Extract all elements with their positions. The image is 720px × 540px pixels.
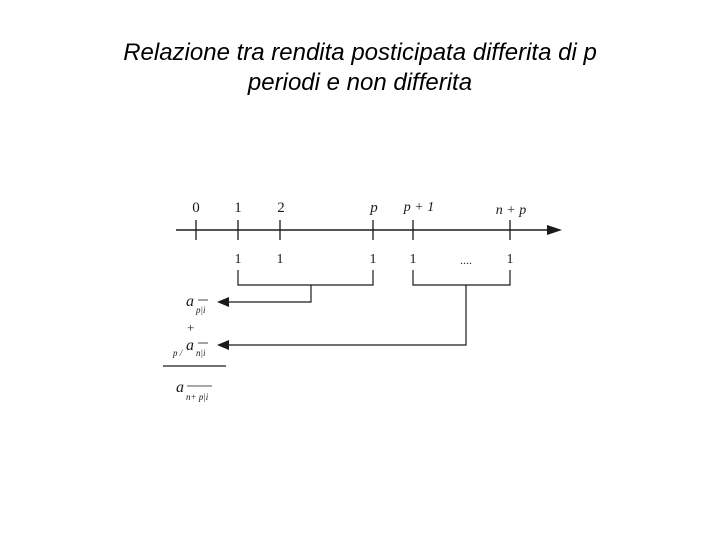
formula-term-1-symbol: a [186, 293, 194, 310]
tick-label-p: p [370, 200, 378, 216]
formula-term-1-subscript: p|i [196, 305, 206, 315]
formula-term-2 [172, 337, 208, 358]
formula-result [176, 379, 212, 402]
time-axis-arrowhead [547, 225, 562, 235]
title-line-1: Relazione tra rendita posticipata differita di p [123, 39, 597, 66]
tick-label-0: 0 [192, 200, 200, 216]
formula-result-subscript: n+ p|i [186, 392, 209, 402]
tick-label-p-plus-1: p + 1 [403, 200, 435, 215]
bracket-first-group [238, 270, 373, 285]
title-line-2: periodi e non differita [247, 69, 473, 96]
formula-plus: + [187, 320, 195, 335]
formula-result-symbol: a [176, 379, 184, 396]
payment-n-plus-p: 1 [506, 252, 514, 267]
formula-term-2-symbol: a [186, 337, 194, 354]
payment-1: 1 [234, 252, 242, 267]
arrowhead-second-group [217, 340, 229, 350]
payment-p-plus-1: 1 [409, 252, 417, 267]
tick-label-1: 1 [234, 200, 242, 216]
formula-term-1 [186, 293, 208, 315]
bracket-second-group [413, 270, 510, 285]
payment-p: 1 [369, 252, 377, 267]
arrow-line-second-group [228, 285, 466, 345]
arrowhead-first-group [217, 297, 229, 307]
formula-term-2-prefix: p / [173, 348, 183, 358]
formula-term-2-subscript: n|i [196, 348, 206, 358]
payment-2: 1 [276, 252, 284, 267]
payment-ellipsis: .... [460, 253, 472, 267]
tick-label-n-plus-p: n + p [495, 203, 527, 218]
tick-label-2: 2 [277, 200, 285, 216]
arrow-line-first-group [228, 285, 311, 302]
